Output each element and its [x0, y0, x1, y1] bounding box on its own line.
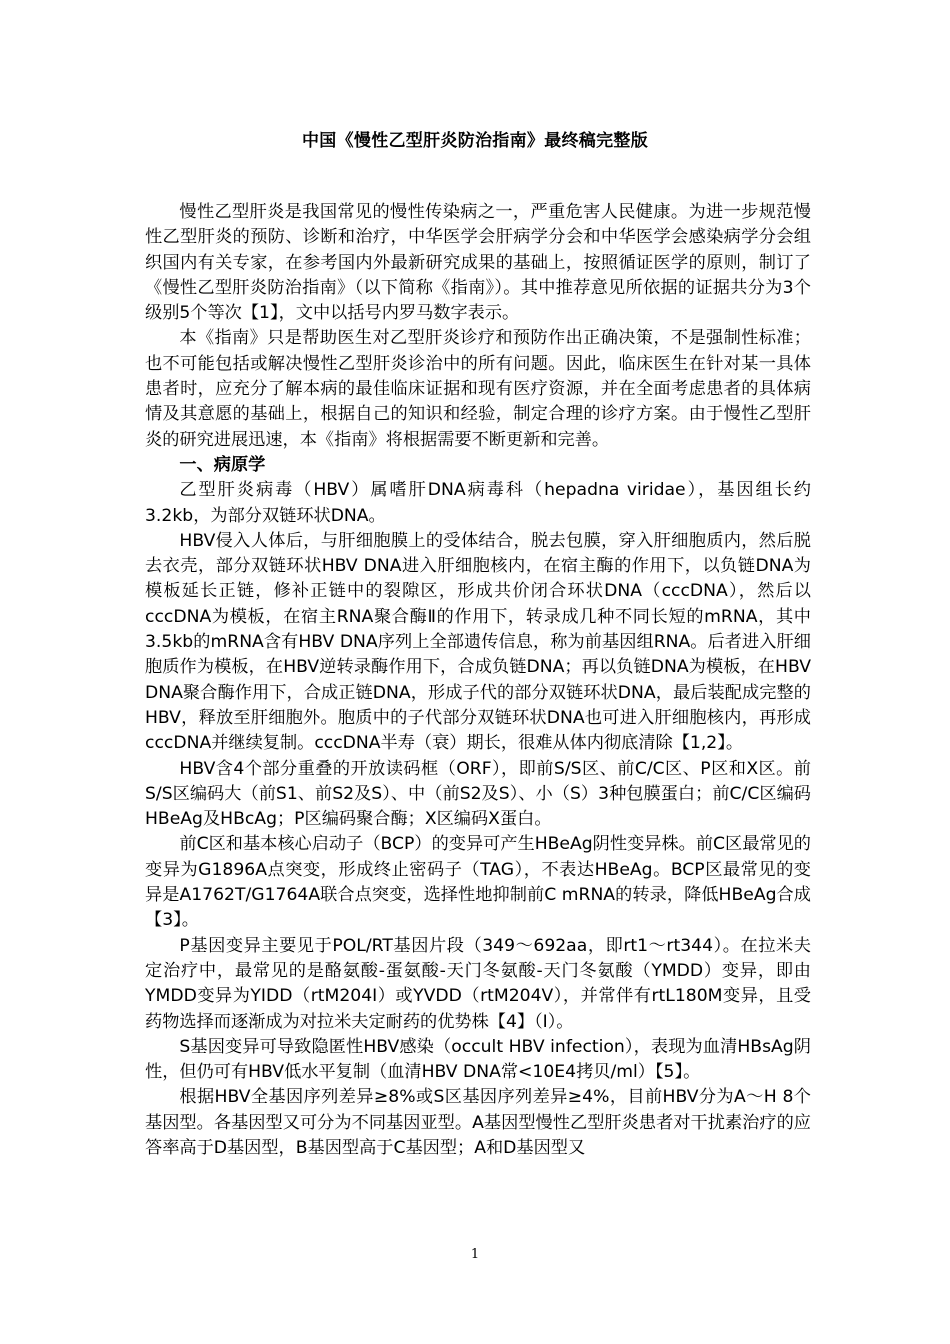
section-paragraph-7: 根据HBV全基因序列差异≥8%或S区基因序列差异≥4%，目前HBV分为A～H 8个基因型。各基因型又可分为不同基因亚型。A基因型慢性乙型肝炎患者对干扰素治疗的应答率高于D基因型，B基因型高于C基因型；A和D基因型又	[145, 1087, 811, 1158]
intro-paragraph-2: 本《指南》只是帮助医生对乙型肝炎诊疗和预防作出正确决策，不是强制性标准；也不可能包括或解决慢性乙型肝炎诊治中的所有问题。因此，临床医生在针对某一具体患者时，应充分了解本病的最佳临床证据和现有医疗资源，并在全面考虑患者的具体病情及其意愿的基础上，根据自己的知识和经验，制定合理的诊疗方案。由于慢性乙型肝炎的研究进展迅速，本《指南》将根据需要不断更新和完善。	[145, 328, 811, 450]
section-heading-etiology: 一、病原学	[179, 454, 266, 475]
section-paragraph-5: P基因变异主要见于POL/RT基因片段（349～692aa，即rt1～rt344）。在拉米夫定治疗中，最常见的是酪氨酸-蛋氨酸-天门冬氨酸-天门冬氨酸（YMDD）变异，即由YMDD变异为YIDD（rtM204I）或YVDD（rtM204V），并常伴有rtL180M变异，且受药物选择而逐渐成为对拉米夫定耐药的优势株【4】（Ⅰ）。	[145, 935, 811, 1032]
document-title: 中国《慢性乙型肝炎防治指南》最终稿完整版	[302, 131, 648, 151]
section-paragraph-3: HBV含4个部分重叠的开放读码框（ORF），即前S/S区、前C/C区、P区和X区。前S/S区编码大（前S1、前S2及S）、中（前S2及S）、小（S）3种包膜蛋白；前C/C区编码HBeAg及HBcAg；P区编码聚合酶；X区编码X蛋白。	[145, 758, 811, 830]
document-body	[145, 200, 811, 1161]
page-number: 1	[470, 1247, 480, 1262]
section-paragraph-2: HBV侵入人体后，与肝细胞膜上的受体结合，脱去包膜，穿入肝细胞质内，然后脱去衣壳，部分双链环状HBV DNA进入肝细胞核内，在宿主酶的作用下，以负链DNA为模板延长正链，修补正链中的裂隙区，形成共价闭合环状DNA（cccDNA），然后以cccDNA为模板，在宿主RNA聚合酶Ⅱ的作用下，转录成几种不同长短的mRNA，其中3.5kb的mRNA含有HBV DNA序列上全部遗传信息，称为前基因组RNA。后者进入肝细胞质作为模板，在HBV逆转录酶作用下，合成负链DNA；再以负链DNA为模板，在HBV DNA聚合酶作用下，合成正链DNA，形成子代的部分双链环状DNA，最后装配成完整的HBV，释放至肝细胞外。胞质中的子代部分双链环状DNA也可进入肝细胞核内，再形成cccDNA并继续复制。cccDNA半寿（衰）期长，很难从体内彻底清除【1,2】。	[145, 530, 811, 754]
section-paragraph-4: 前C区和基本核心启动子（BCP）的变异可产生HBeAg阴性变异株。前C区最常见的变异为G1896A点突变，形成终止密码子（TAG），不表达HBeAg。BCP区最常见的变异是A1762T/G1764A联合点突变，选择性地抑制前C mRNA的转录，降低HBeAg合成【3】。	[145, 834, 811, 931]
section-paragraph-6: S基因变异可导致隐匿性HBV感染（occult HBV infection），表现为血清HBsAg阴性，但仍可有HBV低水平复制（血清HBV DNA常<10E4拷贝/ml）【5】。	[145, 1036, 811, 1083]
section-paragraph-1: 乙型肝炎病毒（HBV）属嗜肝DNA病毒科（hepadna viridae），基因组长约3.2kb，为部分双链环状DNA。	[145, 480, 811, 526]
intro-paragraph-1: 慢性乙型肝炎是我国常见的慢性传染病之一，严重危害人民健康。为进一步规范慢性乙型肝炎的预防、诊断和治疗，中华医学会肝病学分会和中华医学会感染病学分会组织国内有关专家，在参考国内外最新研究成果的基础上，按照循证医学的原则，制订了《慢性乙型肝炎防治指南》（以下简称《指南》）。其中推荐意见所依据的证据共分为3个级别5个等次【1】，文中以括号内罗马数字表示。	[145, 202, 811, 324]
